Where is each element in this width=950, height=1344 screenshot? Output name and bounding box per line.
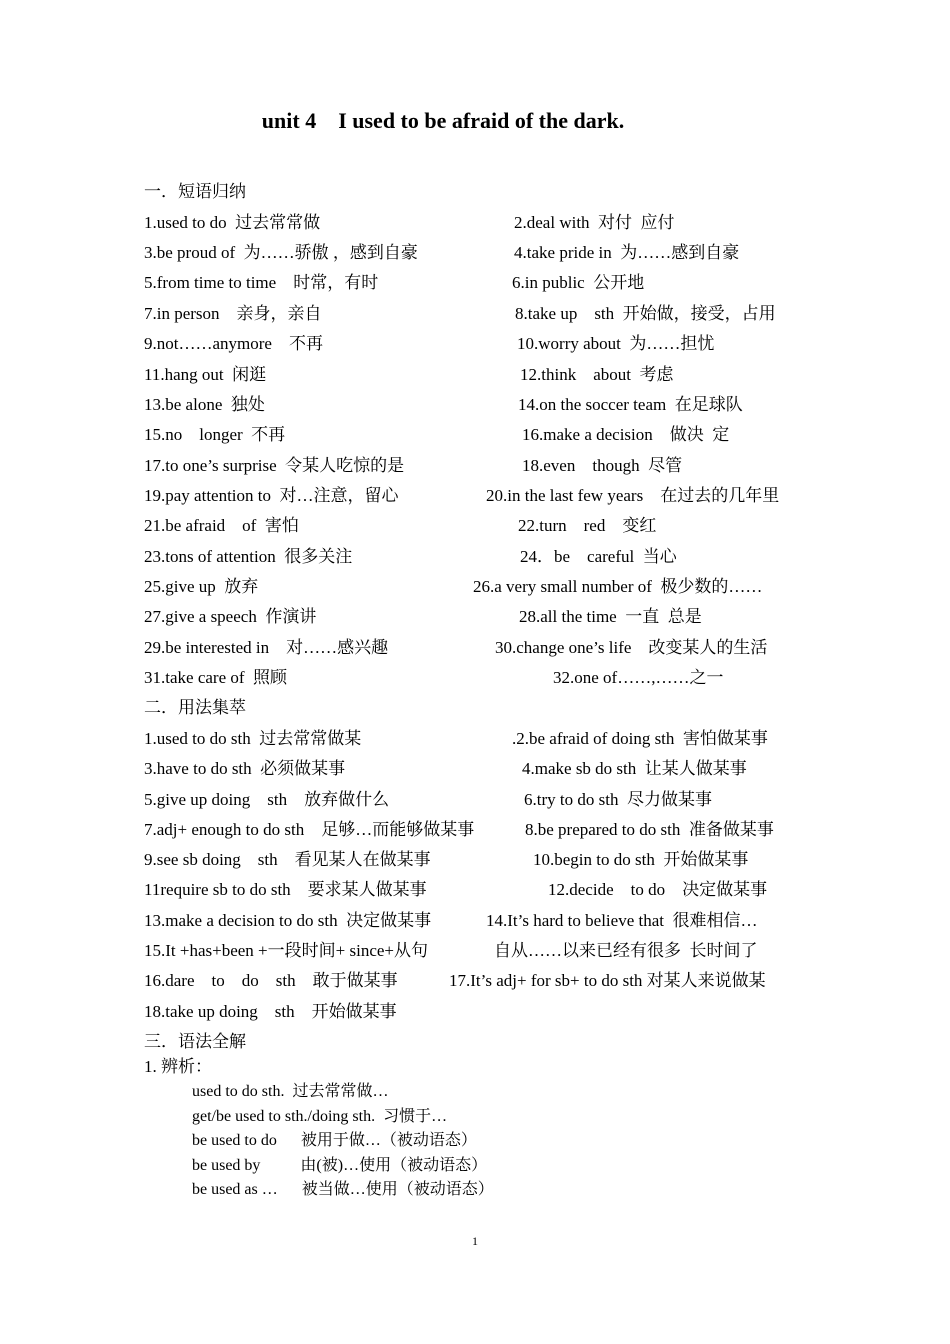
phrase-left: 13.be alone 独处 (144, 395, 265, 414)
phrase-right: 14.on the soccer team 在足球队 (518, 395, 743, 414)
usage-left: 9.see sb doing sth 看见某人在做某事 (144, 850, 431, 869)
usage-left: 3.have to do sth 必须做某事 (144, 759, 346, 778)
usage-left: 13.make a decision to do sth 决定做某事 (144, 911, 432, 930)
section1-heading: 一．短语归纳 (144, 182, 246, 201)
usage-left: 5.give up doing sth 放弃做什么 (144, 790, 390, 809)
phrase-right: 6.in public 公开地 (512, 273, 645, 292)
usage-left: 1.used to do sth 过去常常做某 (144, 729, 362, 748)
phrase-right: 22.turn red 变红 (518, 516, 657, 535)
section2-heading: 二．用法集萃 (144, 698, 246, 717)
phrase-right: 10.worry about 为……担忧 (517, 334, 715, 353)
phrase-left: 23.tons of attention 很多关注 (144, 547, 353, 566)
phrase-right: 4.take pride in 为……感到自豪 (514, 243, 740, 262)
phrase-left: 17.to one’s surprise 令某人吃惊的是 (144, 456, 405, 475)
phrase-right: 8.take up sth 开始做，接受，占用 (515, 304, 776, 323)
phrase-right: 28.all the time 一直 总是 (519, 607, 702, 626)
usage-right: 10.begin to do sth 开始做某事 (533, 850, 749, 869)
phrase-left: 1.used to do 过去常常做 (144, 213, 321, 232)
grammar-item: be used by 由(被)…使用（被动语态） (192, 1157, 488, 1174)
phrase-left: 9.not……anymore 不再 (144, 334, 323, 353)
usage-right: .2.be afraid of doing sth 害怕做某事 (512, 729, 768, 748)
phrase-right: 26.a very small number of 极少数的…… (473, 577, 763, 596)
grammar-item: be used to do 被用于做…（被动语态） (192, 1132, 477, 1149)
phrase-right: 30.change one’s life 改变某人的生活 (495, 638, 768, 657)
usage-right: 14.It’s hard to believe that 很难相信… (486, 911, 758, 930)
phrase-left: 5.from time to time 时常，有时 (144, 273, 379, 292)
phrase-right: 24．be careful 当心 (520, 547, 677, 566)
usage-right: 8.be prepared to do sth 准备做某事 (525, 820, 774, 839)
grammar-item: be used as … 被当做…使用（被动语态） (192, 1181, 494, 1198)
phrase-left: 25.give up 放弃 (144, 577, 259, 596)
usage-right: 17.It’s adj+ for sb+ to do sth 对某人来说做某 (449, 971, 766, 990)
phrase-left: 27.give a speech 作演讲 (144, 607, 317, 626)
page-title: unit 4 I used to be afraid of the dark. (261, 108, 625, 133)
usage-left: 18.take up doing sth 开始做某事 (144, 1002, 397, 1021)
phrase-right: 20.in the last few years 在过去的几年里 (486, 486, 780, 505)
usage-left: 16.dare to do sth 敢于做某事 (144, 971, 398, 990)
phrase-right: 16.make a decision 做决 定 (522, 425, 730, 444)
phrase-right: 2.deal with 对付 应付 (514, 213, 675, 232)
section3-heading: 三．语法全解 (144, 1032, 246, 1051)
usage-right: 自从……以来已经有很多 长时间了 (494, 941, 758, 960)
phrase-left: 15.no longer 不再 (144, 425, 286, 444)
usage-right: 4.make sb do sth 让某人做某事 (522, 759, 747, 778)
phrase-right: 18.even though 尽管 (522, 456, 683, 475)
phrase-left: 29.be interested in 对……感兴趣 (144, 638, 389, 657)
phrase-left: 7.in person 亲身，亲自 (144, 304, 322, 323)
section3-subheading: 1. 辨析： (144, 1057, 212, 1076)
grammar-item: used to do sth. 过去常常做… (192, 1083, 389, 1100)
usage-left: 11require sb to do sth 要求某人做某事 (144, 880, 427, 899)
phrase-right: 12.think about 考虑 (520, 365, 674, 384)
usage-left: 7.adj+ enough to do sth 足够…而能够做某事 (144, 820, 475, 839)
phrase-right: 32.one of……,……之一 (553, 668, 724, 687)
usage-right: 12.decide to do 决定做某事 (548, 880, 768, 899)
phrase-left: 3.be proud of 为……骄傲 ，感到自豪 (144, 243, 418, 262)
phrase-left: 19.pay attention to 对…注意，留心 (144, 486, 399, 505)
grammar-item: get/be used to sth./doing sth. 习惯于… (192, 1108, 448, 1125)
usage-right: 6.try to do sth 尽力做某事 (524, 790, 712, 809)
phrase-left: 11.hang out 闲逛 (144, 365, 267, 384)
page-number: 1 (472, 1234, 478, 1248)
usage-left: 15.It +has+been +一段时间+ since+从句 (144, 941, 429, 960)
phrase-left: 31.take care of 照顾 (144, 668, 288, 687)
phrase-left: 21.be afraid of 害怕 (144, 516, 299, 535)
